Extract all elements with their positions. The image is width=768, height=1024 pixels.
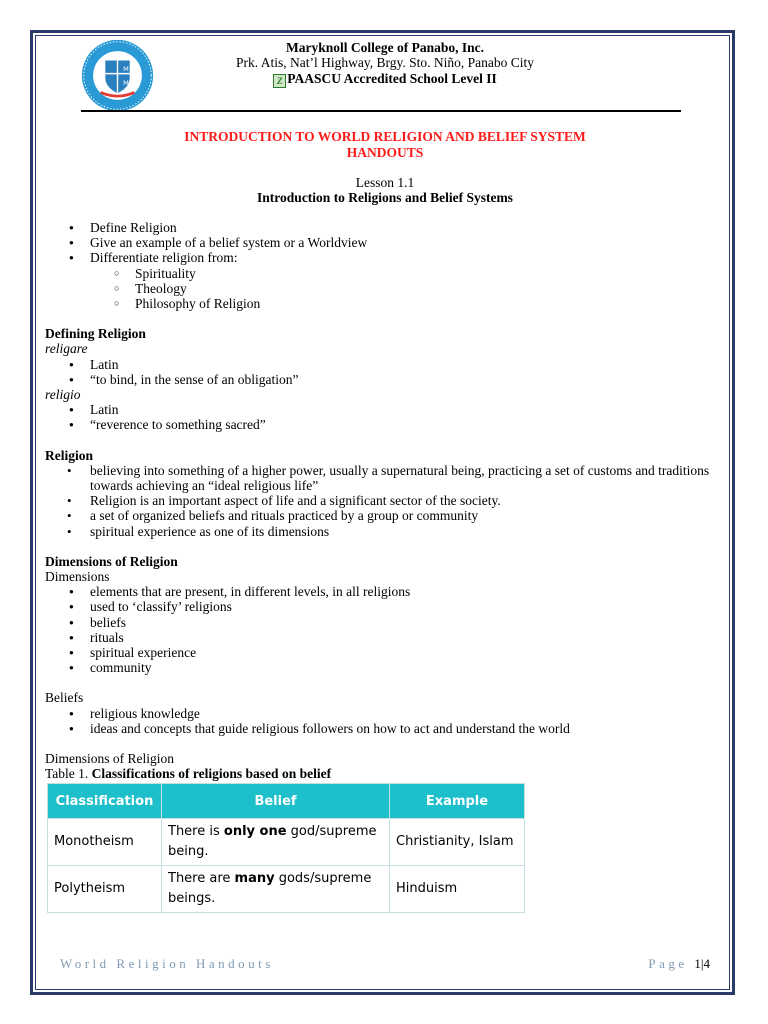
religio-list bbox=[45, 402, 725, 432]
list-item: ● ideas and concepts that guide religious followers on how to act and understand the world bbox=[45, 721, 725, 736]
table-cell: Hinduism bbox=[390, 866, 525, 913]
list-item: • spiritual experience as one of its dimensions bbox=[45, 524, 725, 539]
table-cell: There are many gods/supreme beings. bbox=[162, 866, 390, 913]
list-item: • a set of organized beliefs and rituals practiced by a group or community bbox=[45, 508, 725, 523]
list-item: ● Define Religion bbox=[45, 220, 725, 235]
section-heading-religion: Religion bbox=[45, 447, 94, 463]
table-caption: Table 1. Classifications of religions based on belief bbox=[45, 766, 332, 782]
column-header: Classification bbox=[48, 784, 162, 819]
list-item: ● Latin bbox=[45, 357, 725, 372]
table-row bbox=[48, 819, 525, 866]
table-cell: Christianity, Islam bbox=[390, 819, 525, 866]
lesson-heading bbox=[45, 175, 725, 205]
list-item: ● community bbox=[45, 660, 725, 675]
list-item: ○ Spirituality bbox=[45, 266, 725, 281]
school-name: Maryknoll College of Panabo, Inc. bbox=[286, 40, 484, 55]
dimensions-subheading: Dimensions bbox=[45, 569, 110, 585]
list-item: • Religion is an important aspect of life and a significant sector of the society. bbox=[45, 493, 725, 508]
section-heading-defining: Defining Religion bbox=[45, 326, 146, 342]
accreditation: Z PAASCU Accredited School Level II bbox=[45, 71, 725, 88]
school-address: Prk. Atis, Nat’l Highway, Brgy. Sto. Niño, Panabo City bbox=[235, 55, 534, 70]
list-item: ● Differentiate religion from: bbox=[45, 250, 725, 265]
objectives-list bbox=[45, 220, 725, 266]
list-item: ○ Theology bbox=[45, 281, 725, 296]
list-item: • believing into something of a higher power, usually a supernatural being, practicing a set of customs and traditions towards achieving an “ideal religious life” bbox=[45, 463, 725, 493]
column-header: Example bbox=[390, 784, 525, 819]
page-number: Page 1|4 bbox=[648, 956, 710, 971]
lesson-number: Lesson 1.1 bbox=[355, 175, 415, 190]
table-row bbox=[48, 866, 525, 913]
list-item: ● Latin bbox=[45, 402, 725, 417]
term-religio: religio bbox=[45, 387, 81, 403]
content-body bbox=[45, 220, 725, 782]
table-section-label: Dimensions of Religion bbox=[45, 751, 174, 767]
list-item: ○ Philosophy of Religion bbox=[45, 296, 725, 311]
classification-table bbox=[47, 783, 525, 913]
list-item: ● religious knowledge bbox=[45, 706, 725, 721]
svg-text:M: M bbox=[123, 78, 129, 87]
header-divider bbox=[81, 110, 681, 112]
document-title: INTRODUCTION TO WORLD RELIGION AND BELIEF SYSTEM HANDOUTS bbox=[184, 129, 586, 160]
svg-text:M: M bbox=[123, 64, 129, 73]
list-item: ● spiritual experience bbox=[45, 645, 725, 660]
table-cell: Polytheism bbox=[48, 866, 162, 913]
page-footer bbox=[60, 956, 710, 972]
list-item: ● elements that are present, in different levels, in all religions bbox=[45, 584, 725, 599]
beliefs-heading: Beliefs bbox=[45, 690, 84, 706]
religare-list bbox=[45, 357, 725, 387]
embedded-object-icon: Z bbox=[273, 74, 286, 88]
column-header: Belief bbox=[162, 784, 390, 819]
table-cell: Monotheism bbox=[48, 819, 162, 866]
letterhead bbox=[45, 38, 725, 112]
lesson-title: Introduction to Religions and Belief Systems bbox=[257, 190, 513, 205]
list-item: ● “to bind, in the sense of an obligation” bbox=[45, 372, 725, 387]
list-item: ● Give an example of a belief system or a Worldview bbox=[45, 235, 725, 250]
list-item: ● “reverence to something sacred” bbox=[45, 417, 725, 432]
list-item: ● beliefs bbox=[45, 615, 725, 630]
term-religare: religare bbox=[45, 341, 88, 357]
table-cell: There is only one god/supreme being. bbox=[162, 819, 390, 866]
dimensions-list bbox=[45, 584, 725, 675]
footer-title: World Religion Handouts bbox=[60, 956, 274, 971]
list-item: ● used to ‘classify’ religions bbox=[45, 599, 725, 614]
religion-list bbox=[45, 463, 725, 539]
table-header-row bbox=[48, 784, 525, 819]
list-item: ● rituals bbox=[45, 630, 725, 645]
beliefs-list bbox=[45, 706, 725, 736]
differentiate-list bbox=[45, 266, 725, 312]
section-heading-dimensions: Dimensions of Religion bbox=[45, 553, 178, 569]
